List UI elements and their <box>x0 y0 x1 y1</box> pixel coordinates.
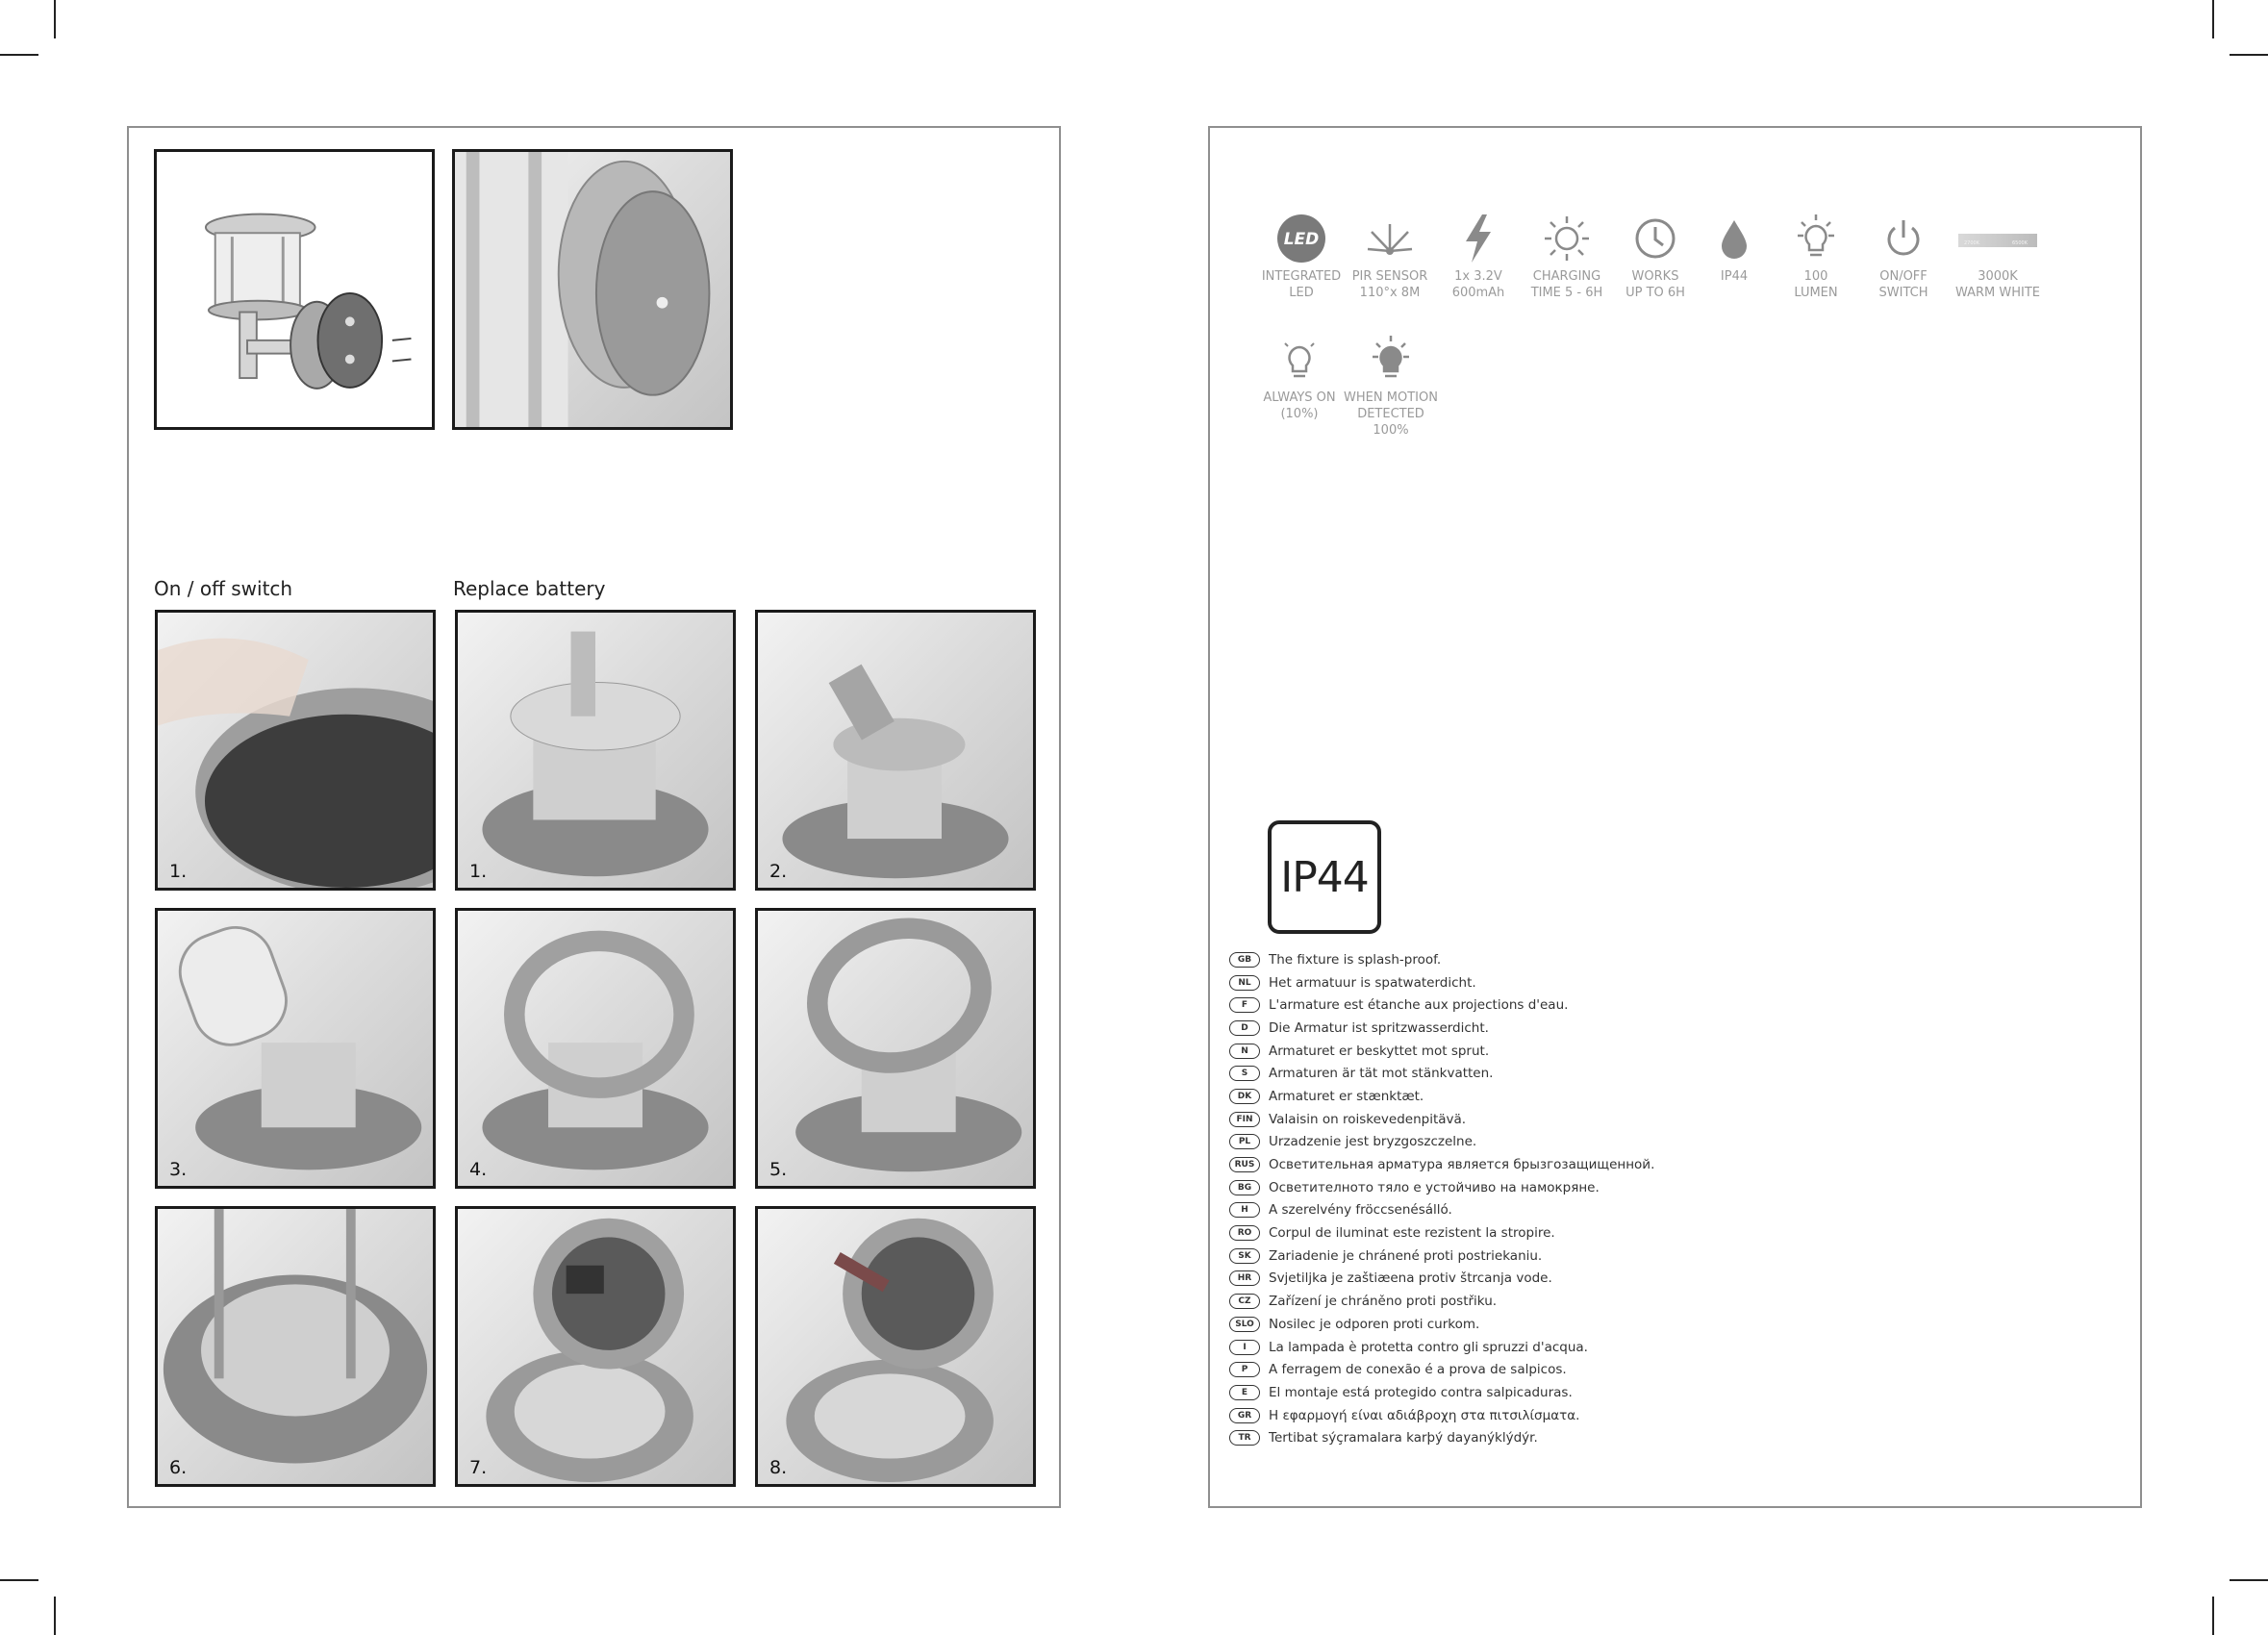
language-text: Valaisin on roiskevedenpitävä. <box>1269 1111 1467 1127</box>
battery-step-8-image <box>755 1206 1036 1487</box>
language-text: Corpul de iluminat este rezistent la stropire. <box>1269 1225 1555 1242</box>
language-code-badge: RUS <box>1229 1157 1260 1172</box>
language-row <box>1229 1381 1806 1404</box>
crop-mark <box>0 54 38 56</box>
language-row <box>1229 1108 1806 1131</box>
language-code-badge: DK <box>1229 1089 1260 1104</box>
language-code-badge: SLO <box>1229 1317 1260 1332</box>
language-row <box>1229 1131 1806 1154</box>
replace-battery-heading: Replace battery <box>453 577 606 600</box>
language-code-badge: TR <box>1229 1430 1260 1446</box>
color-temperature-icon <box>1954 213 2041 264</box>
language-code-badge: E <box>1229 1385 1260 1400</box>
feature-caption-line-2: UP TO 6H <box>1625 286 1685 300</box>
language-row <box>1229 1176 1806 1199</box>
scale-start-label: 2700K <box>1964 240 1980 246</box>
language-text: El montaje está protegido contra salpicaduras. <box>1269 1384 1573 1400</box>
language-code-badge: D <box>1229 1020 1260 1036</box>
language-row <box>1229 1290 1806 1313</box>
feature-caption-line-2: LUMEN <box>1794 286 1838 300</box>
specifications-page <box>1208 126 2142 1508</box>
language-row <box>1229 994 1806 1017</box>
battery-step-1-image <box>455 610 736 891</box>
feature-caption-line-2: SWITCH <box>1878 286 1928 300</box>
step-number: 1. <box>469 861 488 882</box>
battery-step-photo <box>158 1209 433 1484</box>
language-code-badge: PL <box>1229 1134 1260 1149</box>
bulb-motion-icon <box>1365 334 1417 386</box>
feature-caption-line-2: TIME 5 - 6H <box>1530 286 1603 300</box>
language-row <box>1229 1199 1806 1222</box>
language-text: Armaturen är tät mot stänkvatten. <box>1269 1066 1494 1082</box>
battery-step-photo <box>758 911 1033 1186</box>
language-row <box>1229 1221 1806 1245</box>
language-row <box>1229 948 1806 971</box>
battery-step-7-image <box>455 1206 736 1487</box>
language-code-badge: BG <box>1229 1180 1260 1195</box>
feature-caption-line-1: ON/OFF <box>1879 269 1928 284</box>
step-number: 7. <box>469 1457 488 1478</box>
feature-caption-line-2: (10%) <box>1280 407 1319 421</box>
battery-step-6-image <box>155 1206 436 1487</box>
language-text: Zařízení je chráněno proti postřiku. <box>1269 1294 1498 1310</box>
crop-mark <box>2212 0 2214 38</box>
ip44-badge: IP44 <box>1268 820 1381 934</box>
language-code-badge: S <box>1229 1066 1260 1081</box>
feature-caption-line-1: ALWAYS ON <box>1263 390 1336 405</box>
language-code-badge: SK <box>1229 1248 1260 1264</box>
language-code-badge: F <box>1229 997 1260 1013</box>
feature-caption-line-2: WARM WHITE <box>1954 286 2041 300</box>
step-number: 4. <box>469 1159 488 1180</box>
feature-caption-line-1: WORKS <box>1631 269 1679 284</box>
feature-always-on <box>1247 334 1352 422</box>
step-number: 8. <box>769 1457 788 1478</box>
language-code-badge: GR <box>1229 1408 1260 1423</box>
language-row <box>1229 1017 1806 1040</box>
bulb-bright-icon <box>1790 213 1842 264</box>
language-text: Die Armatur ist spritzwasserdicht. <box>1269 1019 1489 1036</box>
language-code-badge: RO <box>1229 1225 1260 1241</box>
language-code-badge: P <box>1229 1362 1260 1377</box>
led-icon <box>1275 213 1327 264</box>
crop-mark <box>54 1597 56 1635</box>
language-text: A szerelvény fröccsenésálló. <box>1269 1202 1452 1219</box>
feature-caption-line-2: DETECTED <box>1357 407 1424 421</box>
instructions-page <box>127 126 1061 1508</box>
sun-icon <box>1541 213 1593 264</box>
on-off-switch-heading: On / off switch <box>154 577 293 600</box>
language-text: A ferragem de conexão é a prova de salpicos. <box>1269 1362 1567 1378</box>
step-number: 3. <box>169 1159 188 1180</box>
feature-color-temperature <box>1935 213 2060 301</box>
language-text: L'armature est étanche aux projections d'eau. <box>1269 997 1569 1014</box>
lamp-closeup-drawing <box>455 152 730 427</box>
feature-caption-line-2: 110°x 8M <box>1359 286 1421 300</box>
language-text: Осветительная арматура является брызгозащищенной. <box>1269 1157 1655 1173</box>
language-row <box>1229 1153 1806 1176</box>
step-number: 2. <box>769 861 788 882</box>
pir-sensor-icon <box>1364 213 1416 264</box>
language-text: Tertibat sýçramalara karþý dayanýklýdýr. <box>1269 1430 1538 1446</box>
step-number: 6. <box>169 1457 188 1478</box>
language-text: Zariadenie je chránené proti postriekaniu. <box>1269 1247 1543 1264</box>
product-exploded-view-image <box>154 149 435 430</box>
feature-caption-line-1: WHEN MOTION <box>1344 390 1438 405</box>
language-row <box>1229 1268 1806 1291</box>
language-text: Осветителното тяло е устойчиво на намокряне. <box>1269 1179 1600 1195</box>
language-row <box>1229 1426 1806 1449</box>
battery-step-photo <box>458 613 733 888</box>
crop-mark <box>2230 1579 2268 1581</box>
language-text: Svjetiljka je zaštiæena protiv štrcanja vode. <box>1269 1270 1552 1287</box>
language-text: Het armatuur is spatwaterdicht. <box>1269 974 1476 991</box>
feature-caption-line-1: 3000K <box>1978 269 2018 284</box>
language-code-badge: I <box>1229 1340 1260 1355</box>
bulb-dim-icon <box>1273 334 1325 386</box>
language-code-badge: HR <box>1229 1270 1260 1286</box>
language-row <box>1229 1062 1806 1085</box>
switch-step-1-image <box>155 610 436 891</box>
battery-step-2-image <box>755 610 1036 891</box>
feature-caption-line-1: INTEGRATED <box>1261 269 1342 284</box>
language-text: Armaturet er beskyttet mot sprut. <box>1269 1043 1490 1059</box>
crop-mark <box>2230 54 2268 56</box>
battery-step-photo <box>458 911 733 1186</box>
language-text: Urzadzenie jest bryzgoszczelne. <box>1269 1134 1477 1150</box>
step-number: 1. <box>169 861 188 882</box>
power-icon <box>1877 213 1929 264</box>
language-row <box>1229 1404 1806 1427</box>
battery-step-photo <box>758 613 1033 888</box>
svg-text:LED: LED <box>1283 230 1320 249</box>
language-code-badge: GB <box>1229 952 1260 968</box>
feature-caption-line-3: 100% <box>1373 423 1409 438</box>
crop-mark <box>54 0 56 38</box>
feature-caption-line-1: 1x 3.2V <box>1454 269 1502 284</box>
crop-mark <box>2212 1597 2214 1635</box>
battery-step-photo <box>758 1209 1033 1484</box>
language-row <box>1229 1313 1806 1336</box>
language-text: Η εφαρμογή είναι αδιάβροχη στα πιτσιλίσματα. <box>1269 1407 1580 1423</box>
language-row <box>1229 1336 1806 1359</box>
language-code-badge: NL <box>1229 975 1260 991</box>
crop-mark <box>0 1579 38 1581</box>
language-row <box>1229 1358 1806 1381</box>
battery-step-5-image <box>755 908 1036 1189</box>
feature-caption-line-1: CHARGING <box>1532 269 1601 284</box>
language-text: Nosilec je odporen proti curkom. <box>1269 1316 1480 1332</box>
lamp-exploded-drawing <box>157 152 432 427</box>
language-text: La lampada è protetta contro gli spruzzi d'acqua. <box>1269 1339 1588 1355</box>
battery-step-4-image <box>455 908 736 1189</box>
feature-motion-detected <box>1338 334 1444 439</box>
lightning-icon <box>1452 213 1504 264</box>
language-list <box>1229 948 1806 1449</box>
step-number: 5. <box>769 1159 788 1180</box>
feature-caption-line-1: PIR SENSOR <box>1351 269 1428 284</box>
language-row <box>1229 1085 1806 1108</box>
language-row <box>1229 1040 1806 1063</box>
feature-caption-line-2: 600mAh <box>1451 286 1505 300</box>
clock-icon <box>1629 213 1681 264</box>
language-text: The fixture is splash-proof. <box>1269 951 1442 968</box>
feature-caption-line-1: IP44 <box>1720 269 1749 284</box>
language-row <box>1229 1245 1806 1268</box>
language-text: Armaturet er stænktæt. <box>1269 1088 1424 1104</box>
language-code-badge: H <box>1229 1202 1260 1218</box>
language-code-badge: CZ <box>1229 1294 1260 1309</box>
language-row <box>1229 971 1806 994</box>
language-code-badge: FIN <box>1229 1112 1260 1127</box>
language-code-badge: N <box>1229 1044 1260 1059</box>
battery-step-3-image <box>155 908 436 1189</box>
water-drop-icon <box>1708 213 1760 264</box>
feature-caption-line-1: 100 <box>1803 269 1828 284</box>
scale-end-label: 6500K <box>2012 240 2029 246</box>
switch-photo <box>158 613 433 888</box>
battery-step-photo <box>158 911 433 1186</box>
product-closeup-image <box>452 149 733 430</box>
feature-caption-line-2: LED <box>1289 286 1314 300</box>
battery-step-photo <box>458 1209 733 1484</box>
